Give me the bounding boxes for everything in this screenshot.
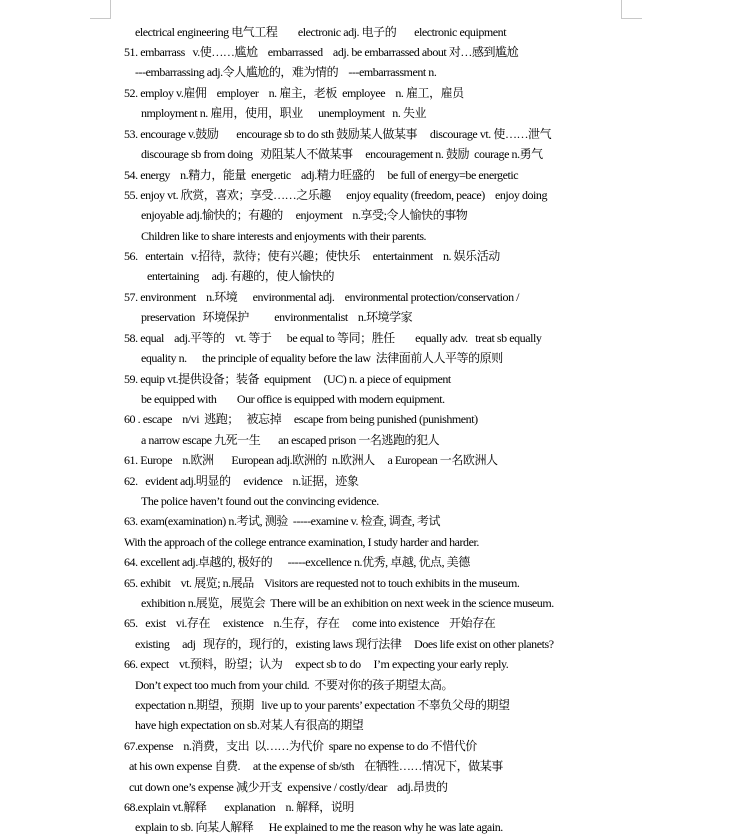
text-line: preservation 环境保护 environmentalist n.环境学家 <box>141 310 413 324</box>
text-line: entertaining adj. 有趣的，使人愉快的 <box>147 269 335 283</box>
text-line: exhibition n.展览，展览会 There will be an exhibition on next week in the science museum. <box>141 596 554 610</box>
text-line: The police haven’t found out the convincing evidence. <box>141 494 379 508</box>
text-line: 65. exist vi.存在 existence n.生存，存在 come into existence 开始存在 <box>124 616 496 630</box>
text-line: 60 . escape n/vi 逃跑； 被忘掉 escape from being punished (punishment) <box>124 412 478 426</box>
text-line: 59. equip vt.提供设备；装备 equipment (UC) n. a piece of equipment <box>124 372 451 386</box>
text-line: have high expectation on sb.对某人有很高的期望 <box>135 718 364 732</box>
text-line: 52. employ v.雇佣 employer n. 雇主，老板 employee n. 雇工，雇员 <box>124 86 464 100</box>
text-line: 55. enjoy vt. 欣赏，喜欢；享受……之乐趣 enjoy equality (freedom, peace) enjoy doing <box>124 188 548 202</box>
text-line: 68.explain vt.解释 explanation n. 解释，说明 <box>124 800 354 814</box>
text-line: 58. equal adj.平等的 vt. 等于 be equal to 等同；胜任 equally adv. treat sb equally <box>124 331 542 345</box>
text-line: 54. energy n.精力，能量 energetic adj.精力旺盛的 be full of energy=be energetic <box>124 168 519 182</box>
text-line: electrical engineering 电气工程 electronic adj. 电子的 electronic equipment <box>135 25 507 39</box>
text-line: 65. exhibit vt. 展览; n.展品 Visitors are requested not to touch exhibits in the museum. <box>124 576 520 590</box>
text-line: Don’t expect too much from your child. 不要对你的孩子期望太高。 <box>135 678 454 692</box>
text-line: 64. excellent adj.卓越的, 极好的 -----excellence n.优秀, 卓越, 优点, 美德 <box>124 555 470 569</box>
text-line: Children like to share interests and enjoyments with their parents. <box>141 229 427 243</box>
text-line: ---embarrassing adj.令人尴尬的，难为情的 ---embarrassment n. <box>135 65 437 79</box>
text-line: a narrow escape 九死一生 an escaped prison 一名逃跑的犯人 <box>141 433 440 447</box>
page-corner-mark-right <box>621 0 642 19</box>
text-line: With the approach of the college entrance examination, I study harder and harder. <box>124 535 479 549</box>
text-line: 61. Europe n.欧洲 European adj.欧洲的 n.欧洲人 a European 一名欧洲人 <box>124 453 498 467</box>
text-line: 62. evident adj.明显的 evidence n.证据，迹象 <box>124 474 359 488</box>
page-corner-mark-left <box>90 0 111 19</box>
text-line: nmployment n. 雇用，使用，职业 unemployment n. 失业 <box>141 106 427 120</box>
text-line: 56. entertain v.招待，款待；使有兴趣；使快乐 entertainment n. 娱乐活动 <box>124 249 500 263</box>
text-line: expectation n.期望，预期 live up to your parents’ expectation 不辜负父母的期望 <box>135 698 510 712</box>
text-line: equality n. the principle of equality before the law 法律面前人人平等的原则 <box>141 351 503 365</box>
text-line: enjoyable adj.愉快的；有趣的 enjoyment n.享受;令人愉快的事物 <box>141 208 468 222</box>
text-line: discourage sb from doing 劝阻某人不做某事 encouragement n. 鼓励 courage n.勇气 <box>141 147 543 161</box>
text-line: 67.expense n.消费，支出 以……为代价 spare no expense to do 不惜代价 <box>124 739 477 753</box>
text-line: 51. embarrass v.使……尴尬 embarrassed adj. be embarrassed about 对…感到尴尬 <box>124 45 519 59</box>
text-line: at his own expense 自费. at the expense of sb/sth 在牺牲……情况下，做某事 <box>129 759 503 773</box>
text-line: explain to sb. 向某人解释 He explained to me the reason why he was late again. <box>135 820 503 834</box>
text-line: 53. encourage v.鼓励 encourage sb to do sth 鼓励某人做某事 discourage vt. 使……泄气 <box>124 127 552 141</box>
text-line: 66. expect vt.预料，盼望；认为 expect sb to do I’m expecting your early reply. <box>124 657 509 671</box>
text-line: 57. environment n.环境 environmental adj. environmental protection/conservation / <box>124 290 520 304</box>
text-line: 63. exam(examination) n.考试, 测验 -----examine v. 检查, 调查, 考试 <box>124 514 441 528</box>
text-line: existing adj 现存的，现行的，existing laws 现行法律 Does life exist on other planets? <box>135 637 554 651</box>
text-line: cut down one’s expense 减少开支 expensive / costly/dear adj.昂贵的 <box>129 780 448 794</box>
text-line: be equipped with Our office is equipped with modern equipment. <box>141 392 445 406</box>
